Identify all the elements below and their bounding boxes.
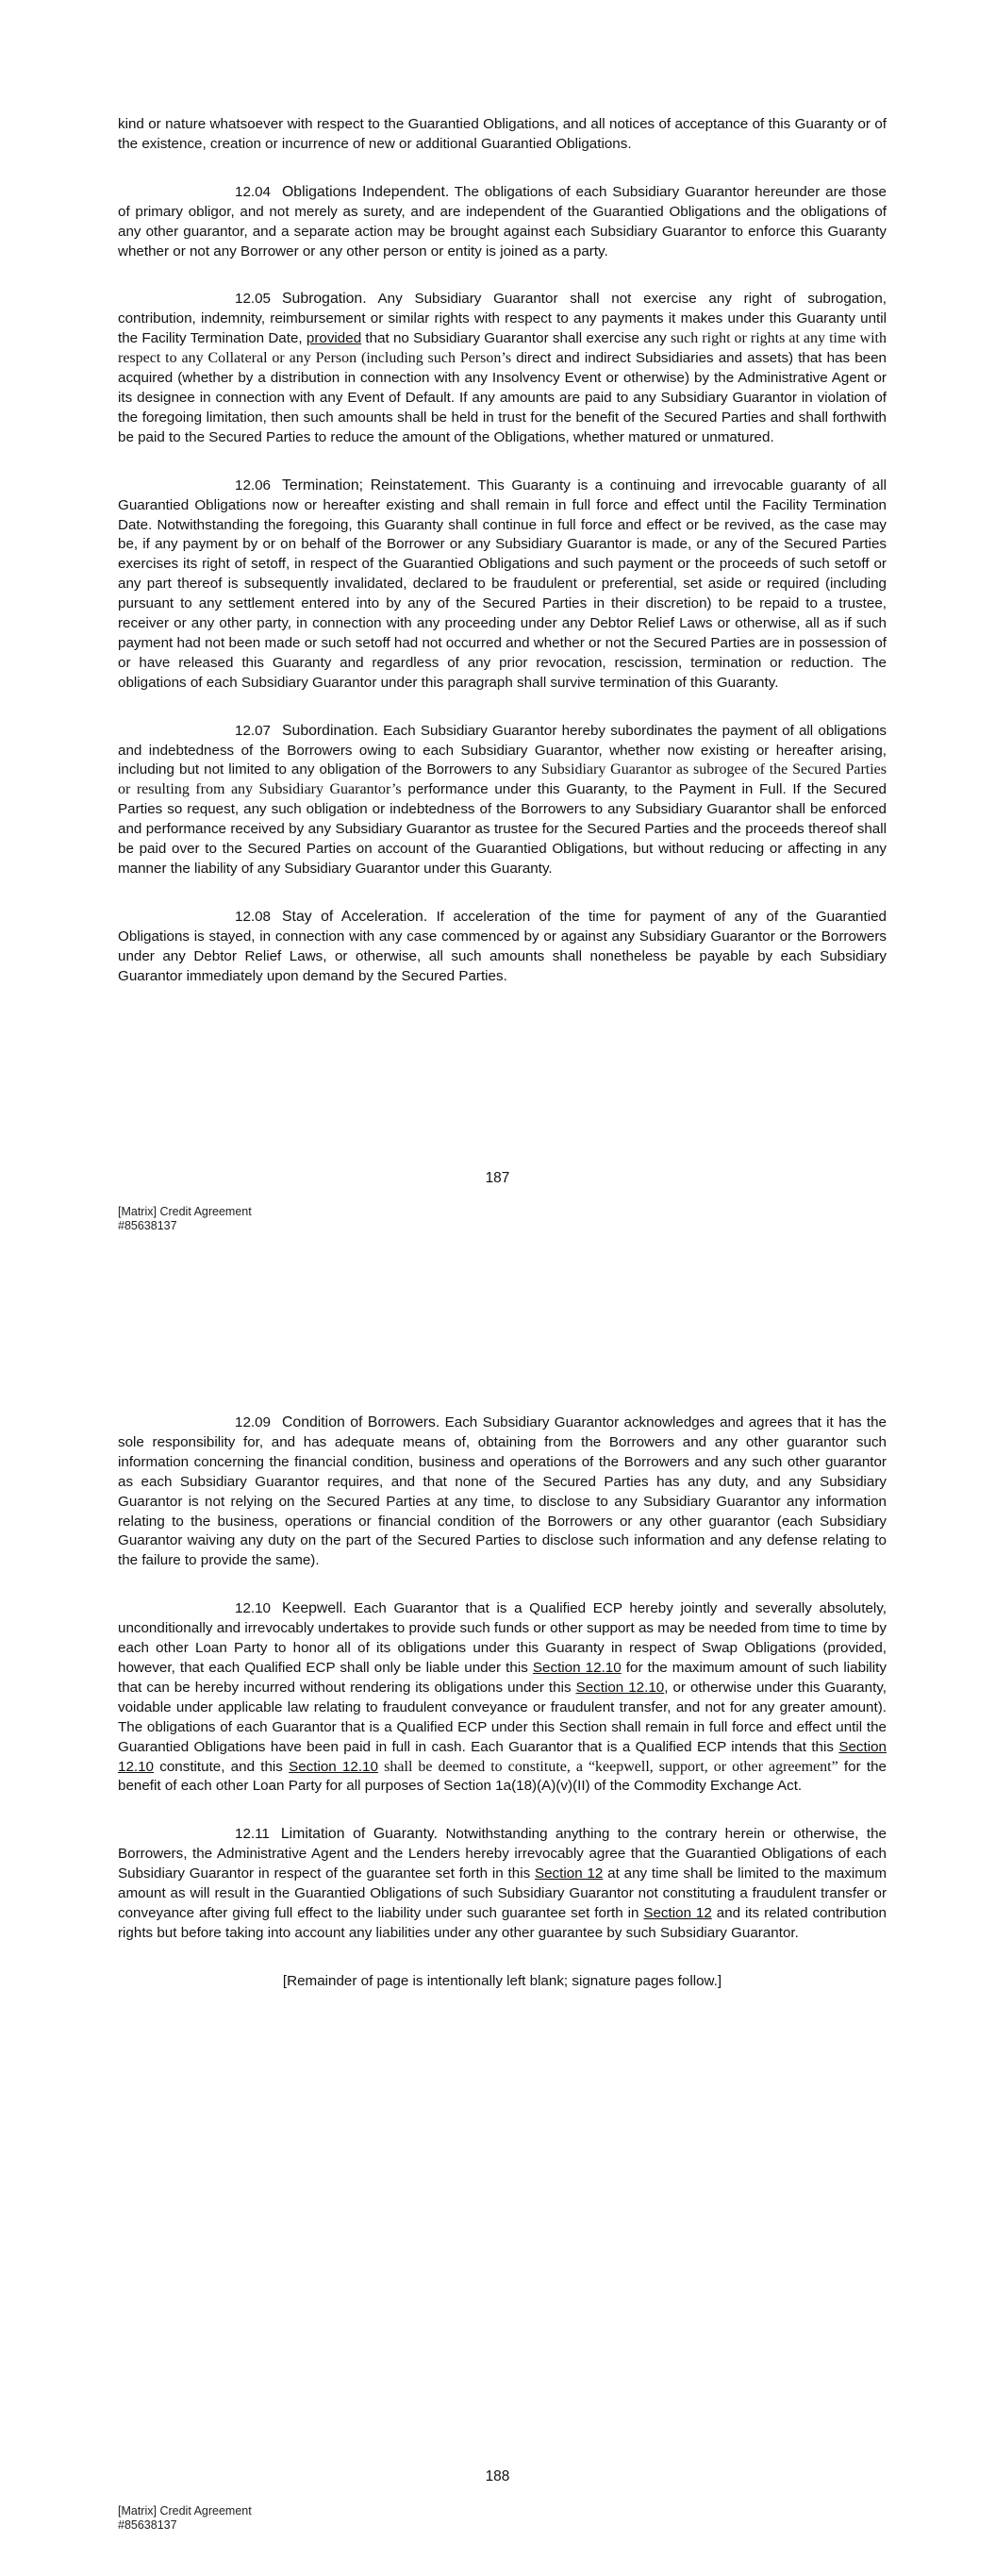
section-reference-link[interactable]: Section 12.10	[575, 1679, 665, 1696]
footer-doc-id: #85638137	[118, 1219, 177, 1232]
section-body: performance under this Guaranty, to the Payment in Full. If the Secured Parties so request, any such obligation or indebtedness of the Borrowers to any Subsidiary Guarantor shall be enforced and performance received by any Subsidiary Guarantor as trustee for the Secured Parties and the proceeds thereof shall be paid over to the Secured Parties on account of the Guarantied Obligations, but without reducing or affecting in any manner the liability of any Subsidiary Guarantor under this Guaranty.	[118, 781, 887, 877]
section-12-05	[118, 290, 887, 447]
section-12-09	[118, 1413, 887, 1571]
section-reference-link[interactable]: Section 12.10	[118, 1738, 887, 1775]
page-footer	[118, 2504, 252, 2533]
section-body: The obligations of each Subsidiary Guarantor hereunder are those of primary obligor, and not merely as surety, and are independent of the Guarantied Obligations and the obligations of any other guarantor, and a separate action may be brought against each Subsidiary Guarantor to enforce this Guaranty whether or not any Borrower or any other person or entity is joined as a party.	[118, 183, 887, 259]
section-number: 12.08	[235, 908, 272, 925]
section-heading: Termination; Reinstatement.	[282, 477, 471, 493]
section-12-04	[118, 183, 887, 262]
section-number: 12.06	[235, 477, 272, 493]
section-number: 12.04	[235, 183, 272, 200]
section-heading: Keepwell.	[282, 1600, 347, 1617]
section-number: 12.07	[235, 722, 272, 739]
section-body-serif: shall be deemed to constitute, a “keepwell, support, or other agreement”	[384, 1758, 838, 1775]
section-12-08	[118, 908, 887, 987]
section-12-06	[118, 477, 887, 694]
remainder-blank-note: [Remainder of page is intentionally left blank; signature pages follow.]	[282, 1972, 722, 1989]
section-reference-link[interactable]: Section 12	[643, 1904, 712, 1921]
page-number: 188	[485, 2468, 510, 2484]
section-body: constitute, and this	[159, 1758, 283, 1775]
footer-title: [Matrix] Credit Agreement	[118, 1205, 252, 1218]
section-number: 12.09	[235, 1414, 272, 1430]
section-body: direct and indirect Subsidiaries and assets) that has been acquired (whether by a distribution in connection with any Insolvency Event or otherwise) by the Administrative Agent or its designee in connection with any Event of Default. If any amounts are paid to any Subsidiary Guarantor in violation of the foregoing limitation, then such amounts shall be held in trust for the benefit of the Secured Parties and shall forthwith be paid to the Secured Parties to reduce the amount of the Obligations, whether matured or unmatured.	[118, 350, 887, 445]
section-number: 12.10	[235, 1600, 272, 1617]
section-body: Any Subsidiary Guarantor shall not exercise any right of subrogation, contribution, indemnity, reimbursement or similar rights with respect to any payments it makes under this Guaranty until the Facility Termination Date,	[118, 291, 887, 347]
footer-doc-id: #85638137	[118, 2518, 177, 2532]
section-12-10	[118, 1599, 887, 1797]
section-body: for the benefit of each other Loan Party for all purposes of Section 1a(18)(A)(v)(II) of the Commodity Exchange Act.	[118, 1758, 887, 1795]
section-number: 12.05	[235, 291, 272, 308]
page-body	[118, 1413, 887, 2020]
section-heading: Condition of Borrowers.	[282, 1414, 440, 1430]
section-reference-link[interactable]: Section 12.10	[289, 1758, 378, 1775]
section-heading: Limitation of Guaranty.	[280, 1826, 439, 1843]
footer-title: [Matrix] Credit Agreement	[118, 2504, 252, 2517]
section-number: 12.11	[235, 1826, 270, 1843]
section-body: for the maximum amount of such liability that can be hereby incurred without rendering its obligations under this	[118, 1659, 887, 1696]
document-page-188	[0, 1288, 995, 2576]
section-12-07	[118, 722, 887, 879]
section-heading: Subrogation.	[282, 291, 367, 308]
section-reference-link[interactable]: Section 12.10	[532, 1659, 622, 1676]
section-body-serif: Subsidiary Guarantor as subrogee of the Secured Parties or resulting from any Subsidiary Guarantor’s	[118, 761, 887, 798]
section-heading: Obligations Independent.	[282, 183, 450, 200]
section-body: that no Subsidiary Guarantor shall exercise any	[365, 330, 667, 347]
section-12-11	[118, 1825, 887, 1943]
section-body: Each Subsidiary Guarantor acknowledges and agrees that it has the sole responsibility for, and has adequate means of, obtaining from the Borrowers and any other guarantor such information concerning the financial condition, business and operations of the Borrowers and any such other guarantor as each Subsidiary Guarantor requires, and that none of the Secured Parties has any duty, and any Subsidiary Guarantor is not relying on the Secured Parties at any time, to disclose to any Subsidiary Guarantor any information relating to the business, operations or financial condition of the Borrowers or any other guarantor (each Subsidiary Guarantor waiving any duty on the part of the Secured Parties to disclose such information and any defense relating to the failure to provide the same).	[118, 1414, 887, 1569]
section-body: Each Subsidiary Guarantor hereby subordinates the payment of all obligations and indebtedness of the Borrowers owing to each Subsidiary Guarantor, whether now existing or hereafter arising, including but not limited to any obligation of the Borrowers to any	[118, 722, 887, 778]
carryover-paragraph: kind or nature whatsoever with respect to the Guarantied Obligations, and all notices of acceptance of this Guaranty or of the existence, creation or incurrence of new or additional Guarantied Obligations.	[118, 116, 887, 152]
section-body: , or otherwise under this Guaranty, voidable under applicable law relating to fraudulent conveyance or fraudulent transfer, and not for any greater amount). The obligations of each Guarantor that is a Qualified ECP under this Section shall remain in full force and effect until the Guarantied Obligations have been paid in full in cash. Each Guarantor that is a Qualified ECP intends that this	[118, 1679, 887, 1755]
section-heading: Stay of Acceleration.	[282, 908, 428, 925]
provided-term: provided	[306, 330, 362, 347]
page-body	[118, 115, 887, 1015]
section-body: at any time shall be limited to the maximum amount as will result in the Guarantied Obligations of such Subsidiary Guarantor not constituting a fraudulent transfer or conveyance after giving full effect to the liability under such guarantee set forth in	[118, 1865, 887, 1921]
page-number: 187	[485, 1170, 510, 1186]
section-body: Notwithstanding anything to the contrary herein or otherwise, the Borrowers, the Administrative Agent and the Lenders hereby irrevocably agree that the Guarantied Obligations of each Subsidiary Guarantor in respect of the guarantee set forth in this	[118, 1826, 887, 1882]
section-body: This Guaranty is a continuing and irrevocable guaranty of all Guarantied Obligations now or hereafter existing and shall remain in full force and effect until the Facility Termination Date. Notwithstanding the foregoing, this Guaranty shall continue in full force and effect or be revived, as the case may be, if any payment by or on behalf of the Borrower or any Subsidiary Guarantor is made, or any of the Secured Parties exercises its right of setoff, in respect of the Guarantied Obligations and such payment or the proceeds of such setoff or any part thereof is subsequently invalidated, declared to be fraudulent or preferential, set aside or required (including pursuant to any settlement entered into by any of the Secured Parties in their discretion) to be repaid to a trustee, receiver or any other party, in connection with any proceeding under any Debtor Relief Laws or otherwise, all as if such payment had not been made or such setoff had not occurred and whether or not the Secured Parties are in possession of or have released this Guaranty and regardless of any prior revocation, rescission, termination or reduction. The obligations of each Subsidiary Guarantor under this paragraph shall survive termination of this Guaranty.	[118, 477, 887, 691]
section-body: and its related contribution rights but before taking into account any liabilities under any other guarantee by such Subsidiary Guarantor.	[118, 1904, 887, 1941]
section-reference-link[interactable]: Section 12	[534, 1865, 604, 1882]
section-body: If acceleration of the time for payment of any of the Guarantied Obligations is stayed, in connection with any case commenced by or against any Subsidiary Guarantor or the Borrowers under any Debtor Relief Laws, or otherwise, all such amounts shall nonetheless be payable by each Subsidiary Guarantor immediately upon demand by the Secured Parties.	[118, 908, 887, 984]
section-body-serif: such right or rights at any time with respect to any Collateral or any Person (including such Person’s	[118, 330, 887, 367]
section-heading: Subordination.	[282, 722, 378, 739]
page-footer	[118, 1205, 252, 1233]
section-body: Each Guarantor that is a Qualified ECP hereby jointly and severally absolutely, unconditionally and irrevocably undertakes to provide such funds or other support as may be needed from time to time by each other Loan Party to honor all of its obligations under this Guaranty in respect of Swap Obligations (provided, however, that each Qualified ECP shall only be liable under this	[118, 1600, 887, 1676]
